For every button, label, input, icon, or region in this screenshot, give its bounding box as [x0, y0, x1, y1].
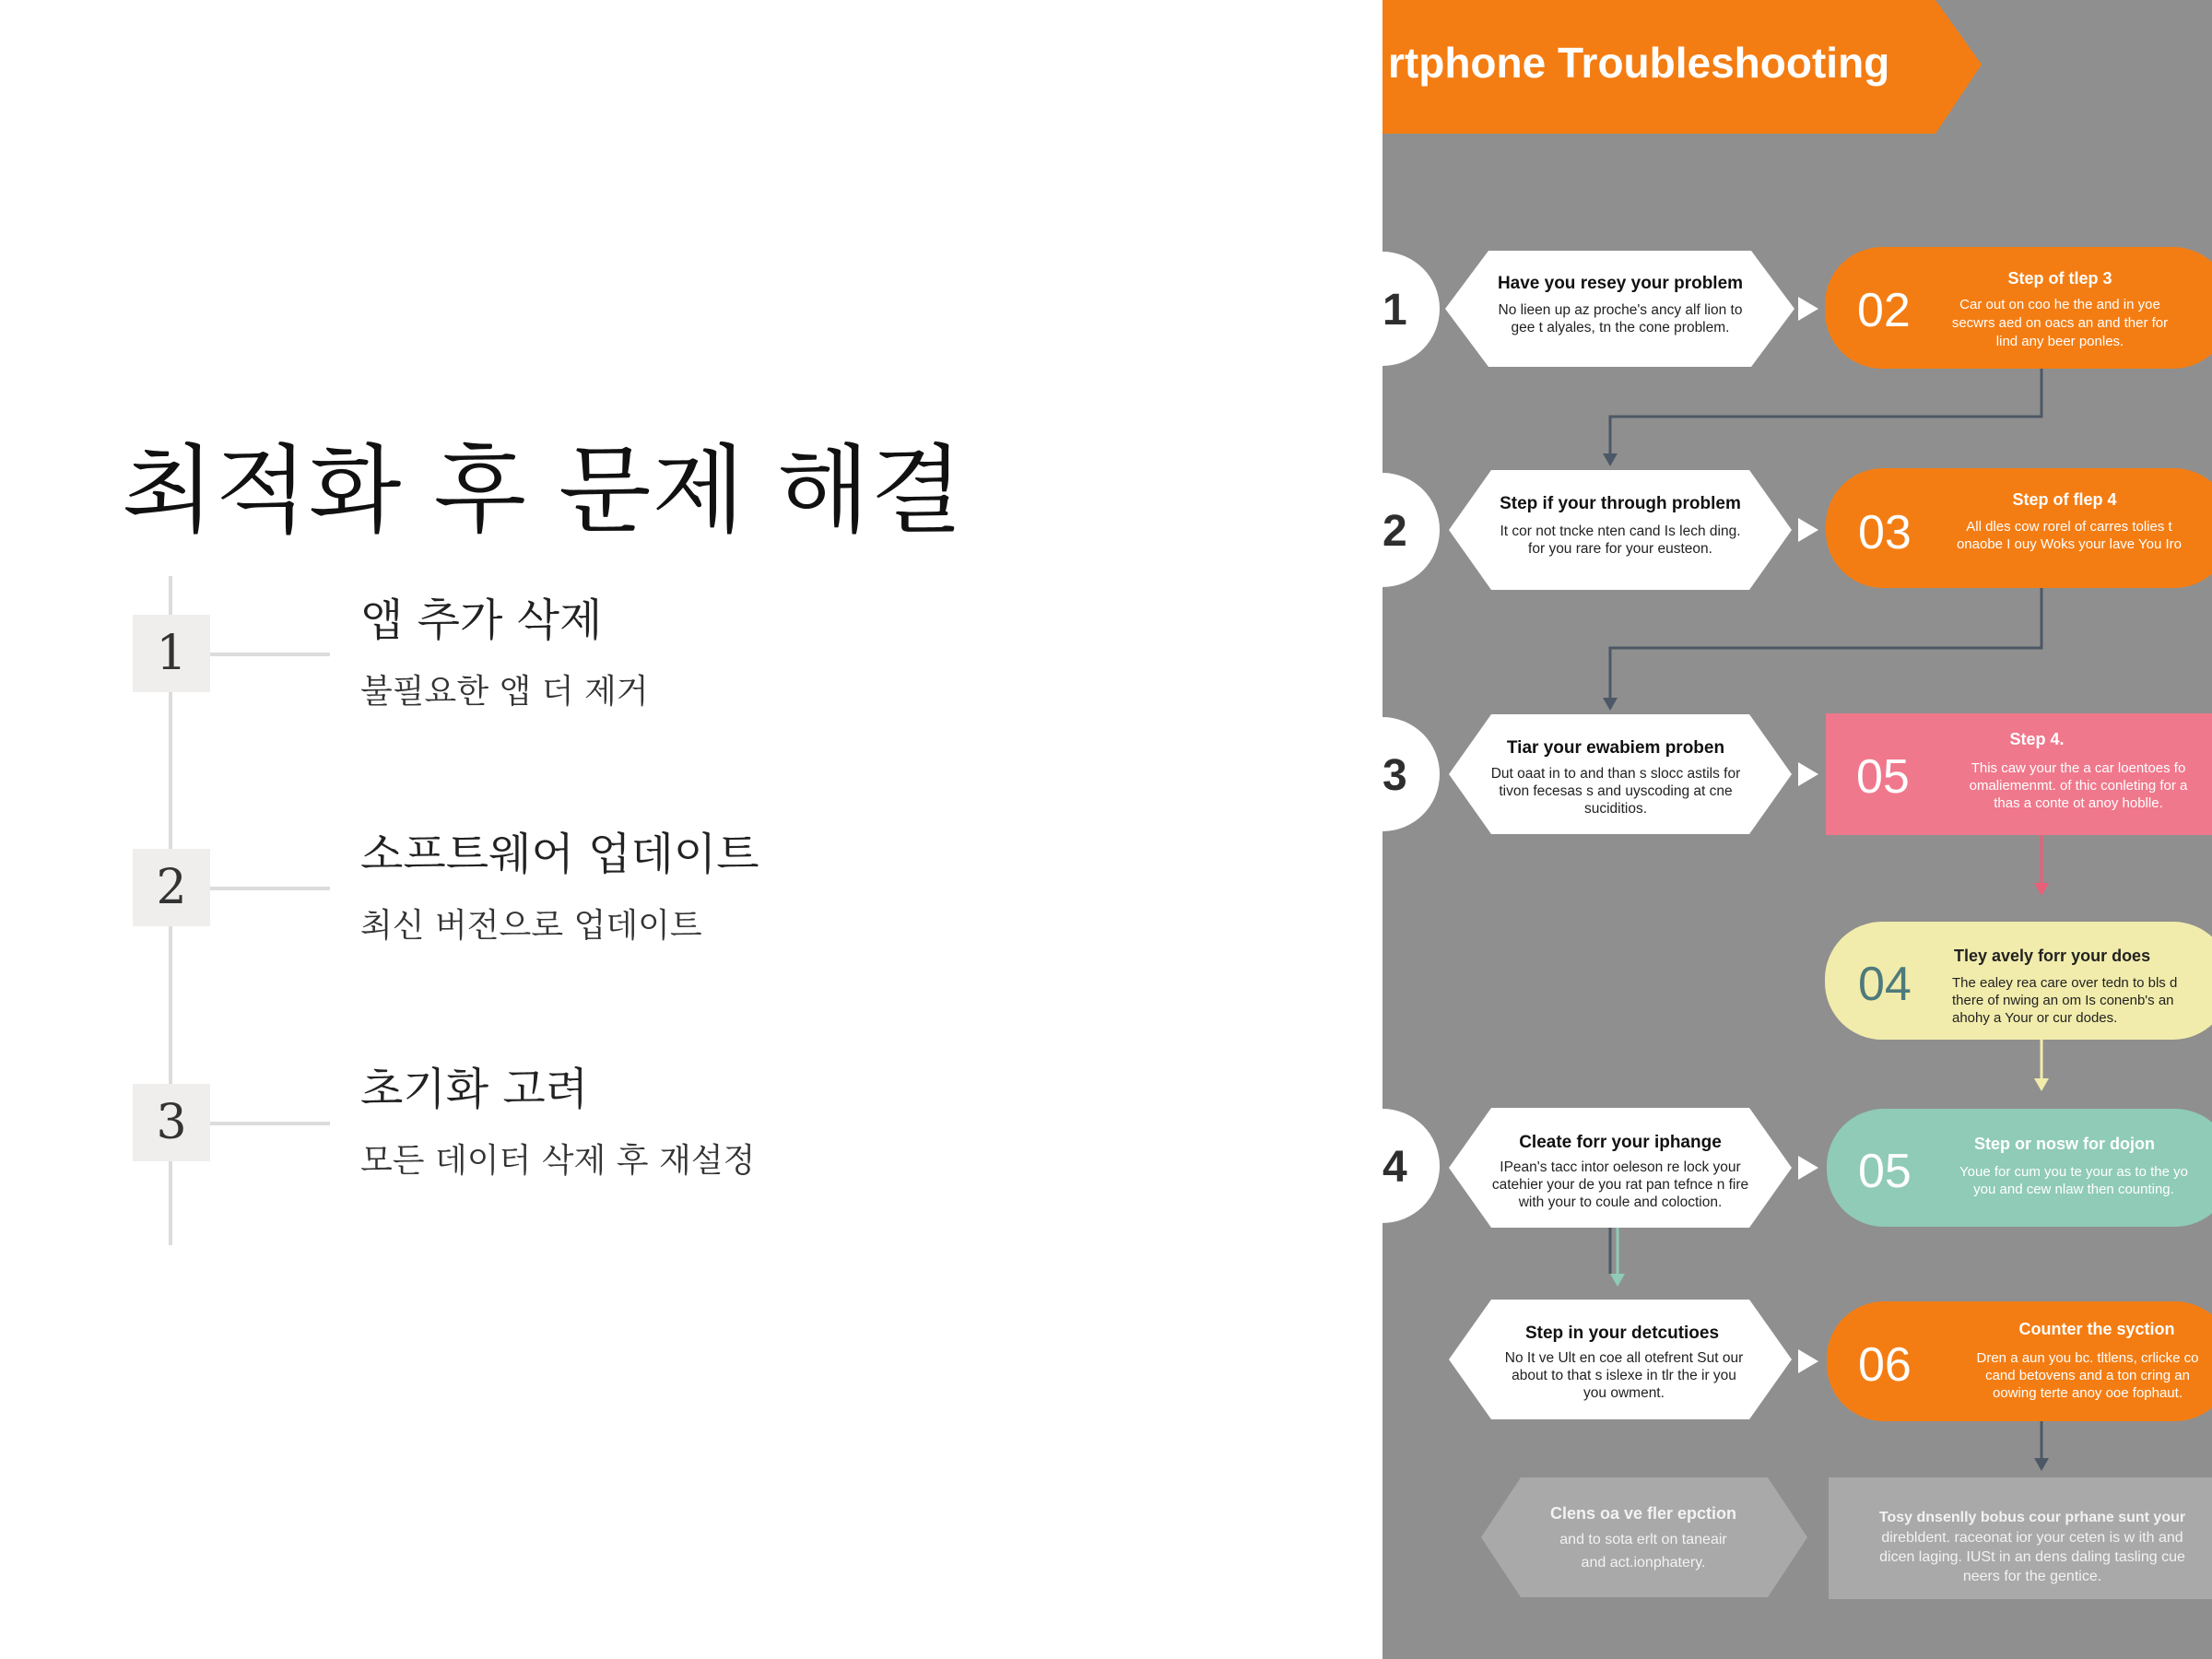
- hex-heading: Step in your detcutioes: [1524, 1324, 1720, 1343]
- step-description: 모든 데이터 삭제 후 재설정: [360, 1142, 756, 1180]
- step-description: 불필요한 앱 더 제거: [360, 673, 649, 711]
- box-text: you and cew nlaw then counting.: [1973, 1182, 2174, 1197]
- flow-row-6: [1481, 1477, 2212, 1599]
- infographic-image: [1382, 0, 2212, 1659]
- flow-row-5: [1449, 1300, 2212, 1421]
- box-text: cand betovens and a ton cring an: [1985, 1368, 2190, 1383]
- box-number: 04: [1858, 958, 1912, 1011]
- hex-text: No It ve Ult en coe all otefrent Sut our: [1504, 1350, 1744, 1366]
- flow-row-3: [1382, 713, 2212, 835]
- step-title: 초기화 고려: [360, 1064, 589, 1115]
- box-text: lind any beer ponles.: [1995, 334, 2124, 349]
- box-text: The ealey rea care over tedn to bls d: [1952, 975, 2178, 991]
- box-text: ahohy a Your or cur dodes.: [1952, 1010, 2118, 1026]
- hex-text: with your to coule and coloction.: [1518, 1194, 1723, 1210]
- hex-text: Clens oa ve fler epction: [1549, 1504, 1737, 1523]
- hex-text: gee t alyales, tn the cone problem.: [1511, 320, 1730, 335]
- step-number-box: 1: [133, 615, 210, 692]
- hex-text: you owment.: [1583, 1385, 1665, 1401]
- arrow-right-icon: [1798, 1156, 1818, 1180]
- step-title: 소프트웨어 업데이트: [360, 829, 759, 880]
- arrowhead-teal: [1610, 1274, 1625, 1287]
- left-number: 1: [1382, 286, 1407, 335]
- flow-row-1: [1382, 247, 2212, 369]
- arrow-right-icon: [1798, 518, 1818, 542]
- box-text: secwrs aed on oacs an and ther for: [1951, 315, 2169, 331]
- box-number: 02: [1857, 284, 1911, 337]
- arrow-right-icon: [1798, 762, 1818, 786]
- box-number: 05: [1856, 750, 1910, 804]
- left-number: 4: [1382, 1143, 1407, 1192]
- step-connector: [210, 653, 330, 656]
- box-number: 03: [1858, 506, 1912, 559]
- slide-title: 최적화 후 문제 해결: [122, 434, 964, 547]
- box-heading: Counter the syction: [2018, 1320, 2175, 1338]
- box-text: Youe for cum you te your as to the yo: [1959, 1164, 2188, 1180]
- box-text: onaobe I ouy Woks your lave You Iro: [1956, 536, 2183, 552]
- box-text: thas a conte ot anoy hoblle.: [1994, 795, 2163, 811]
- box-text: Car out on coo he the and in yoe: [1959, 297, 2160, 312]
- hex-text: Dut oaat in to and than s slocc astils for: [1490, 766, 1741, 782]
- box-text: Tosy dnsenlly bobus cour prhane sunt your: [1878, 1510, 2186, 1525]
- hex-heading: Tiar your ewabiem proben: [1506, 738, 1725, 758]
- hex-heading: Have you resey your problem: [1497, 274, 1744, 293]
- box-text: This caw your the a car loentoes fo: [1971, 760, 2186, 776]
- hex-heading: Cleate forr your iphange: [1519, 1133, 1722, 1152]
- hex-text: and act.ionphatery.: [1581, 1555, 1706, 1571]
- step-2: [133, 809, 1239, 975]
- flow-row-yellow: [1825, 922, 2212, 1040]
- hex-text: It cor not tncke nten cand Is lech ding.: [1500, 524, 1741, 539]
- box-text: omaliemenmt. of thic conleting for a: [1969, 778, 2188, 794]
- hex-text: for you rare for your eusteon.: [1528, 541, 1712, 557]
- step-connector: [210, 887, 330, 890]
- step-connector: [210, 1122, 330, 1125]
- box-heading: Step 4.: [2009, 730, 2065, 748]
- flow-row-2: [1382, 468, 2212, 590]
- box-text: direbldent. raceonat ior your ceten is w ith and: [1881, 1530, 2183, 1546]
- arrowhead-yellow: [2034, 1078, 2049, 1091]
- box-number: 05: [1858, 1145, 1912, 1198]
- hex-text: No lieen up az proche's ancy alf lion to: [1498, 302, 1743, 318]
- left-number: 2: [1382, 507, 1407, 556]
- left-number: 3: [1382, 751, 1407, 800]
- step-number-box: 2: [133, 849, 210, 926]
- hex-text: IPean's tacc intor oeleson re lock your: [1500, 1159, 1741, 1175]
- hex-text: and to sota erlt on taneair: [1559, 1532, 1727, 1547]
- box-heading: Tley avely forr your does: [1954, 947, 2151, 965]
- box-number: 06: [1858, 1338, 1912, 1392]
- box-heading: Step of flep 4: [2012, 490, 2117, 509]
- box-heading: Step of tlep 3: [2007, 269, 2112, 288]
- arrowhead-pink: [2034, 883, 2049, 896]
- hex-text: catehier your de you rat pan tefnce n fire: [1491, 1177, 1749, 1193]
- step-description: 최신 버전으로 업데이트: [360, 907, 702, 945]
- hex-text: about to that s islexe in tlr the ir you: [1512, 1368, 1736, 1383]
- step-3: [133, 1044, 1239, 1210]
- box-heading: Step or nosw for dojon: [1974, 1135, 2155, 1153]
- hex-text: tivon fecesas s and uyscoding at cne: [1499, 783, 1733, 799]
- box-text: there of nwing an om Is conenb's an: [1952, 993, 2174, 1008]
- flow-row-4: [1382, 1108, 2212, 1228]
- arrow-right-icon: [1798, 1349, 1818, 1373]
- box-text: oowing terte anoy ooe fophaut.: [1993, 1385, 2183, 1401]
- box-text: All dles cow rorel of carres tolies t: [1966, 519, 2172, 535]
- hex-text: suciditios.: [1583, 801, 1648, 817]
- infographic-title: rtphone Troubleshooting: [1388, 39, 1890, 87]
- arrow-right-icon: [1798, 297, 1818, 321]
- step-number-box: 3: [133, 1084, 210, 1161]
- step-title: 앱 추가 삭제: [360, 594, 603, 646]
- box-text: neers for the gentice.: [1962, 1569, 2102, 1584]
- box-text: Dren a aun you bc. tltlens, crlicke co: [1976, 1350, 2199, 1366]
- hex-heading: Step if your through problem: [1500, 494, 1741, 513]
- box-text: dicen laging. IUSt in an dens daling tasling cue: [1879, 1549, 2185, 1565]
- step-1: [133, 575, 1239, 741]
